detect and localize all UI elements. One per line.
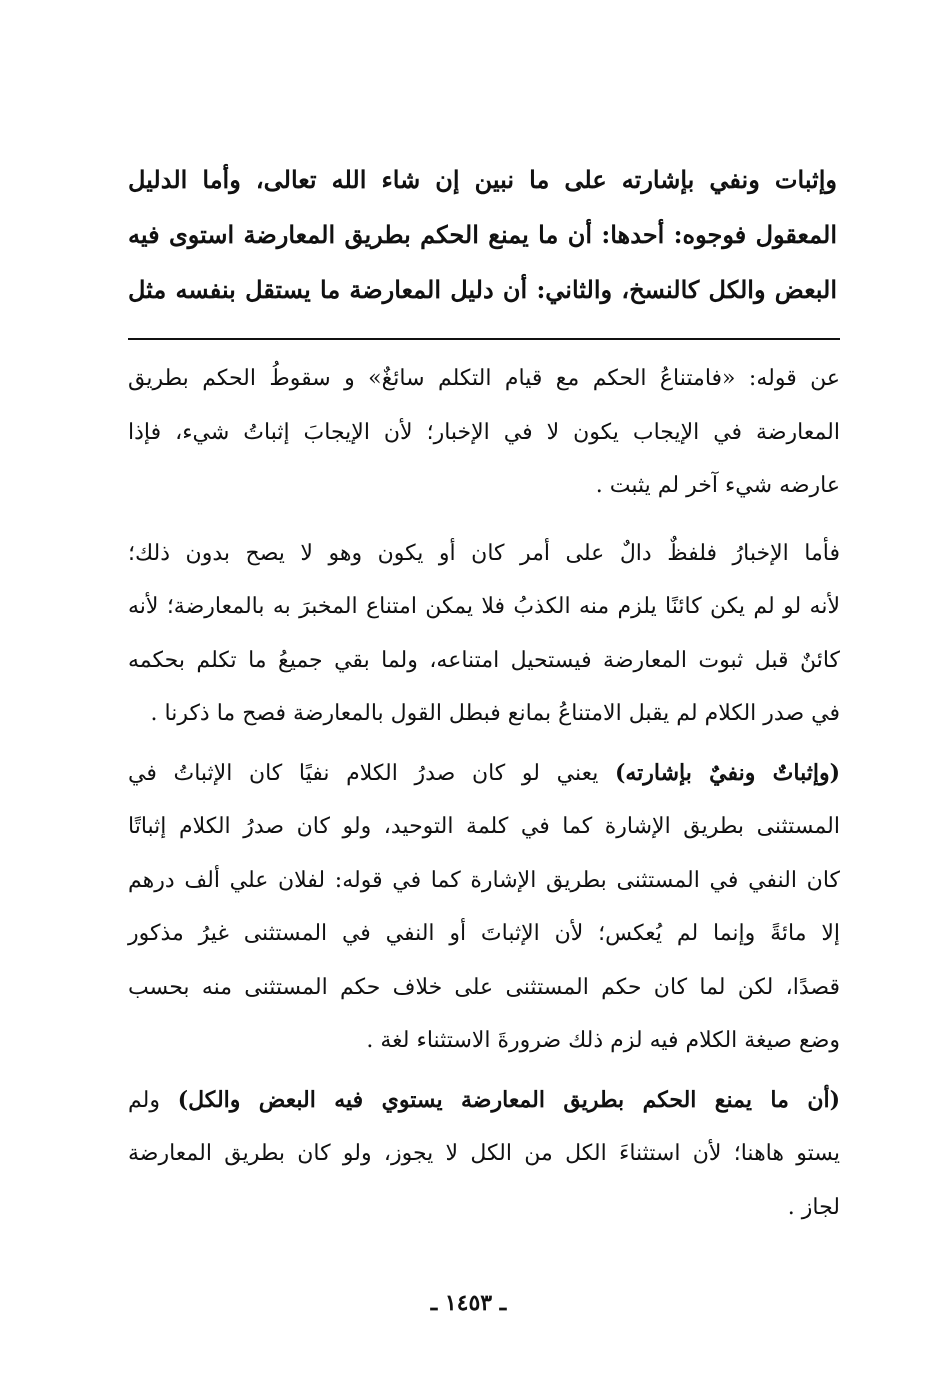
commentary-paragraph [128, 352, 840, 513]
commentary-line: عارضه شيء آخر لم يثبت . [595, 473, 840, 498]
commentary-paragraph [128, 747, 840, 1068]
commentary-line: المستثنى بطريق الإشارة كما في كلمة التوحيد، ولو كان صدرُ الكلام إثباتًا [128, 814, 840, 839]
commentary-line [128, 747, 840, 801]
commentary-line: لأنه لو لم يكن كائنًا يلزم منه الكذبُ فلا يمكن امتناع المخبرَ به بالمعارضة؛ لأنه [128, 594, 840, 619]
commentary-line: كان النفي في المستثنى بطريق الإشارة كما في قوله: لفلان علي ألف درهم [128, 867, 840, 893]
main-text-line: وإثبات ونفي بإشارته على ما نبين إن شاء الله تعالى، وأما الدليل [128, 165, 837, 194]
commentary-line: فأما الإخبارُ فلفظٌ دالٌ على أمر كان أو يكون وهو لا يصح بدون ذلك؛ [128, 540, 840, 566]
commentary-line: وضع صيغة الكلام فيه لزم ذلك ضرورةَ الاستثناء لغة . [366, 1028, 840, 1053]
commentary-line: يستو هاهنا؛ لأن استثناءَ الكل من الكل لا يجوز، ولو كان بطريق المعارضة [128, 1141, 840, 1166]
main-text-line: البعض والكل كالنسخ، والثاني: أن دليل المعارضة ما يستقل بنفسه مثل [128, 275, 837, 304]
commentary-line: المعارضة في الإيجاب يكون لا في الإخبار؛ لأن الإيجابَ إثباتُ شيء، فإذا [128, 419, 840, 445]
commentary-line [128, 1074, 840, 1128]
commentary-line: إلا مائةً وإنما لم يُعكس؛ لأن الإثباتَ أو النفي في المستثنى غيرُ مذكور [128, 921, 840, 946]
commentary-block [128, 352, 840, 1234]
commentary-line: لجاز . [787, 1194, 840, 1220]
commentary-line: قصدًا، لكن لما كان حكم المستثنى على خلاف حكم المستثنى منه بحسب [128, 974, 840, 1000]
commentary-text: ولم [128, 1087, 178, 1113]
page-number: ـ ١٤٥٣ ـ [430, 1290, 507, 1316]
commentary-text: يعني لو كان صدرُ الكلام نفيًا كان الإثباتُ في [128, 760, 615, 786]
commentary-line: عن قوله: «فامتناعُ الحكم مع قيام التكلم سائغٌ» و سقوطُ الحكم بطريق [128, 366, 840, 391]
quoted-lemma: (أن ما يمنع الحكم بطريق المعارضة يستوي فيه البعض والكل) [177, 1086, 840, 1113]
commentary-line: في صدر الكلام لم يقبل الامتناعُ بمانع فبطل القول بالمعارضة فصح ما ذكرنا . [150, 701, 840, 726]
commentary-paragraph [128, 1074, 840, 1235]
separator-rule [128, 338, 840, 340]
main-text-line: المعقول فوجوه: أحدها: أن ما يمنع الحكم بطريق المعارضة استوى فيه [128, 220, 837, 249]
main-text-block [128, 152, 837, 317]
commentary-paragraph [128, 527, 840, 741]
quoted-lemma: (وإثباتٌ ونفيٌ بإشارته) [614, 759, 840, 786]
commentary-line: كائنٌ قبل ثبوت المعارضة فيستحيل امتناعه، ولما بقي جميعُ ما تكلم بحكمه [128, 647, 840, 673]
